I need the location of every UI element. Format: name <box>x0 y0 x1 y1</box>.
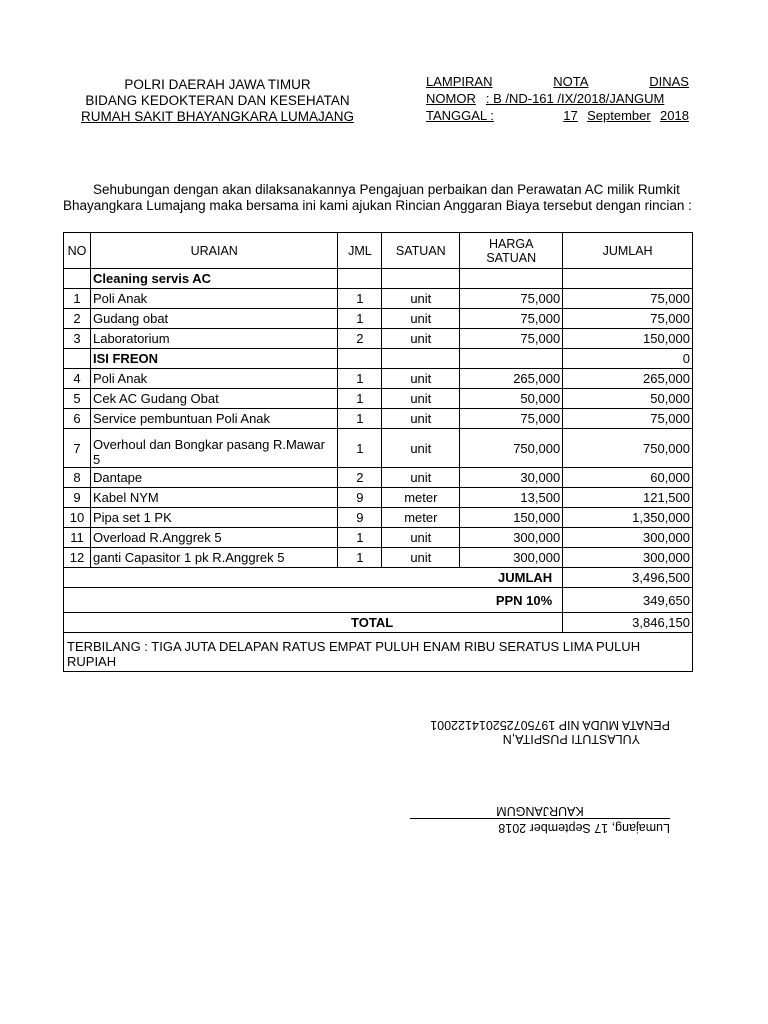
table-row <box>64 369 693 389</box>
cell-jml: 2 <box>338 329 382 349</box>
lampiran-nota: NOTA <box>553 74 589 89</box>
cell-uraian: Service pembuntuan Poli Anak <box>90 409 337 429</box>
cell-no: 5 <box>64 389 91 409</box>
cell-harga: 75,000 <box>460 289 563 309</box>
cell-uraian: Overload R.Anggrek 5 <box>90 528 337 548</box>
cell-no: 3 <box>64 329 91 349</box>
jumlah-value: 3,496,500 <box>563 568 693 588</box>
cell-uraian: Dantape <box>90 468 337 488</box>
cell-jml: 9 <box>338 508 382 528</box>
section-cleaning: Cleaning servis AC <box>90 269 337 289</box>
col-jumlah: JUMLAH <box>563 233 693 269</box>
cell-uraian: Pipa set 1 PK <box>90 508 337 528</box>
table-row <box>64 548 693 568</box>
table-row <box>64 309 693 329</box>
nomor-label: NOMOR <box>426 91 476 106</box>
cell-harga: 30,000 <box>460 468 563 488</box>
terbilang-text: TERBILANG : TIGA JUTA DELAPAN RATUS EMPAT PULUH ENAM RIBU SERATUS LIMA PULUH RUPIAH <box>64 633 693 672</box>
signature-nip: PENATA MUDA NIP 197507252014122001 <box>430 718 670 732</box>
col-satuan: SATUAN <box>382 233 460 269</box>
section-row <box>64 349 693 369</box>
budget-table <box>63 232 693 672</box>
cell-jumlah: 265,000 <box>563 369 693 389</box>
cell-satuan: unit <box>382 309 460 329</box>
table-row <box>64 389 693 409</box>
cell-jumlah: 300,000 <box>563 528 693 548</box>
cell-uraian: Poli Anak <box>90 369 337 389</box>
lampiran-row <box>426 73 689 90</box>
cell-harga: 50,000 <box>460 389 563 409</box>
total-row <box>64 613 693 633</box>
lampiran-label: LAMPIRAN <box>426 74 493 89</box>
cell-no: 7 <box>64 429 91 468</box>
total-value: 3,846,150 <box>563 613 693 633</box>
cell-jml: 1 <box>338 429 382 468</box>
tanggal-label: TANGGAL : <box>426 108 494 123</box>
cell-satuan: unit <box>382 468 460 488</box>
table-row <box>64 508 693 528</box>
cell-no: 11 <box>64 528 91 548</box>
nomor-value: : B /ND-161 /IX/2018/JANGUM <box>485 91 665 106</box>
cell-jml: 1 <box>338 369 382 389</box>
col-no: NO <box>64 233 91 269</box>
cell-harga: 750,000 <box>460 429 563 468</box>
cell-harga: 75,000 <box>460 309 563 329</box>
cell-harga: 300,000 <box>460 528 563 548</box>
cell-satuan: unit <box>382 429 460 468</box>
ppn-row <box>64 588 693 613</box>
header-line-2: BIDANG KEDOKTERAN DAN KESEHATAN <box>85 93 350 108</box>
document-reference <box>426 73 689 124</box>
tanggal-row <box>426 107 689 124</box>
cell-uraian: Overhoul dan Bongkar pasang R.Mawar 5 <box>90 429 337 468</box>
cell-jumlah: 121,500 <box>563 488 693 508</box>
cell-harga: 150,000 <box>460 508 563 528</box>
cell-no: 4 <box>64 369 91 389</box>
cell-satuan: unit <box>382 528 460 548</box>
cell-jml: 1 <box>338 548 382 568</box>
cell-uraian: ganti Capasitor 1 pk R.Anggrek 5 <box>90 548 337 568</box>
table-row <box>64 528 693 548</box>
cell-no: 2 <box>64 309 91 329</box>
cell-jumlah: 750,000 <box>563 429 693 468</box>
cell-no: 8 <box>64 468 91 488</box>
intro-paragraph <box>63 182 693 214</box>
cell-harga: 300,000 <box>460 548 563 568</box>
tanggal-year: 2018 <box>660 108 689 123</box>
cell-satuan: unit <box>382 548 460 568</box>
cell-harga: 75,000 <box>460 409 563 429</box>
header-line-1: POLRI DAERAH JAWA TIMUR <box>124 77 311 92</box>
table-row <box>64 488 693 508</box>
nomor-row <box>426 90 689 107</box>
cell-jml: 1 <box>338 289 382 309</box>
table-row <box>64 409 693 429</box>
cell-satuan: unit <box>382 369 460 389</box>
ppn-label: PPN 10% <box>90 588 562 613</box>
signature-space <box>410 746 670 804</box>
cell-jumlah: 1,350,000 <box>563 508 693 528</box>
cell-uraian: Gudang obat <box>90 309 337 329</box>
col-uraian: URAIAN <box>90 233 337 269</box>
cell-uraian: Cek AC Gudang Obat <box>90 389 337 409</box>
cell-jumlah: 60,000 <box>563 468 693 488</box>
cell-harga: 75,000 <box>460 329 563 349</box>
table-header-row <box>64 233 693 269</box>
intro-text: Sehubungan dengan akan dilaksanakannya Pengajuan perbaikan dan Perawatan AC milik Rumkit Bhayangkara Lumajang maka bersama ini kami ajukan Rincian Anggaran Biaya tersebut dengan rincian : <box>63 182 692 213</box>
cell-jml: 1 <box>338 309 382 329</box>
cell-no: 12 <box>64 548 91 568</box>
cell-jml: 1 <box>338 528 382 548</box>
signature-title: KAURJANGUM <box>410 804 670 819</box>
jumlah-label: JUMLAH <box>90 568 562 588</box>
section-row <box>64 269 693 289</box>
col-jml: JML <box>338 233 382 269</box>
cell-jml: 2 <box>338 468 382 488</box>
col-harga: HARGA SATUAN <box>460 233 563 269</box>
cell-uraian: Kabel NYM <box>90 488 337 508</box>
cell-harga: 265,000 <box>460 369 563 389</box>
table-row <box>64 289 693 309</box>
signature-place-date: Lumajang, 17 September 2018 <box>498 821 670 835</box>
cell-jumlah: 300,000 <box>563 548 693 568</box>
cell-satuan: unit <box>382 389 460 409</box>
cell-jumlah: 50,000 <box>563 389 693 409</box>
cell-no: 1 <box>64 289 91 309</box>
lampiran-dinas: DINAS <box>649 74 689 89</box>
cell-uraian: Poli Anak <box>90 289 337 309</box>
signature-name: YULASTUTI PUSPITA,N <box>502 732 640 746</box>
header-line-3: RUMAH SAKIT BHAYANGKARA LUMAJANG <box>80 109 355 124</box>
cell-no: 10 <box>64 508 91 528</box>
table-row <box>64 329 693 349</box>
cell-satuan: unit <box>382 289 460 309</box>
cell-satuan: unit <box>382 329 460 349</box>
cell-harga: 13,500 <box>460 488 563 508</box>
cell-satuan: meter <box>382 508 460 528</box>
signature-block <box>410 718 670 835</box>
ppn-value: 349,650 <box>563 588 693 613</box>
table-row <box>64 468 693 488</box>
table-row <box>64 429 693 468</box>
total-label: TOTAL <box>64 613 563 633</box>
terbilang-row <box>64 633 693 672</box>
cell-uraian: Laboratorium <box>90 329 337 349</box>
cell-jml: 1 <box>338 389 382 409</box>
cell-jumlah: 75,000 <box>563 289 693 309</box>
cell-jumlah: 75,000 <box>563 309 693 329</box>
jumlah-row <box>64 568 693 588</box>
cell-jml: 1 <box>338 409 382 429</box>
cell-no: 6 <box>64 409 91 429</box>
tanggal-day: 17 <box>563 108 578 123</box>
cell-satuan: meter <box>382 488 460 508</box>
section-freon: ISI FREON <box>90 349 337 369</box>
cell-jumlah: 75,000 <box>563 409 693 429</box>
cell-satuan: unit <box>382 409 460 429</box>
cell-jumlah: 150,000 <box>563 329 693 349</box>
cell-jml: 9 <box>338 488 382 508</box>
tanggal-month: September <box>587 108 651 123</box>
cell-no: 9 <box>64 488 91 508</box>
institution-header <box>60 77 375 125</box>
section-freon-total: 0 <box>563 349 693 369</box>
